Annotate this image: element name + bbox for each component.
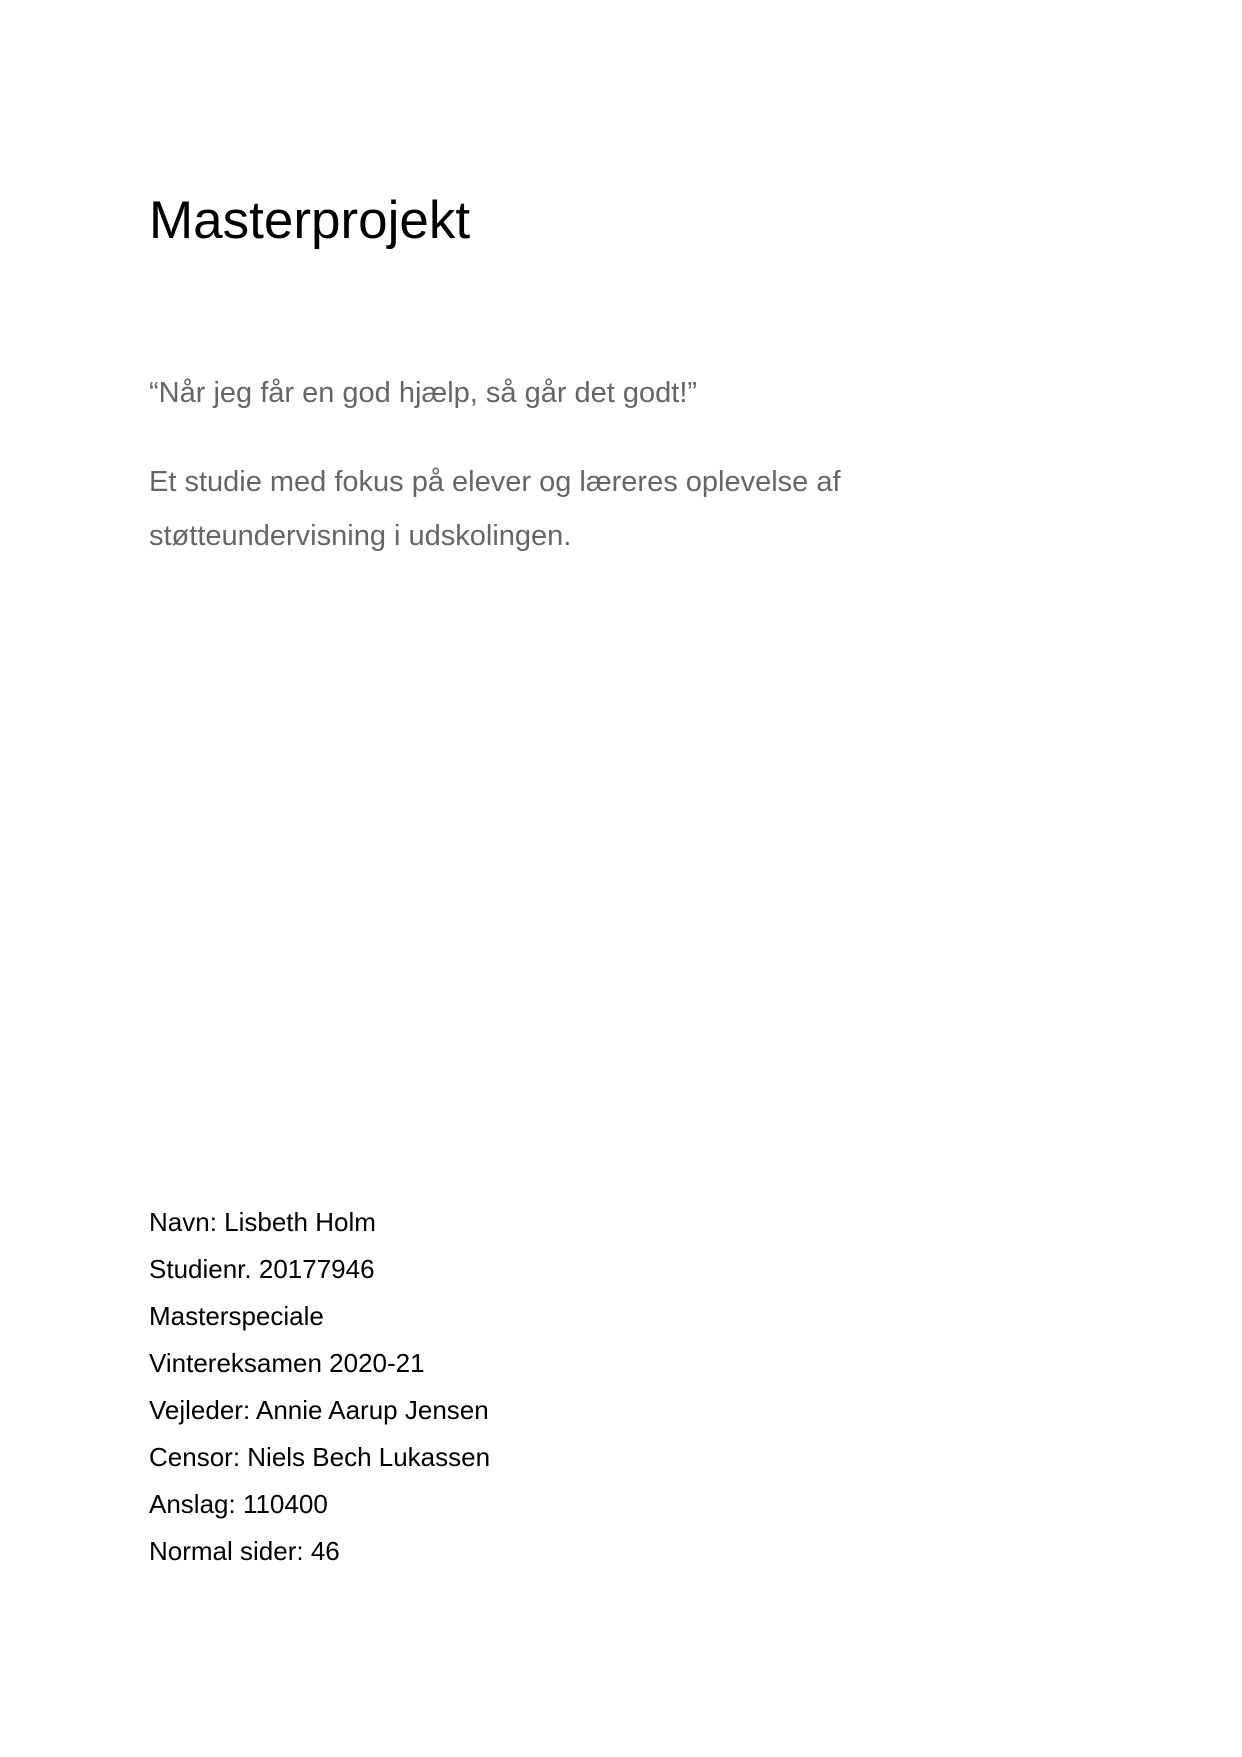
author-info-list — [149, 1199, 490, 1575]
page-title: Masterprojekt — [149, 191, 471, 250]
study-description-line-2: støtteundervisning i udskolingen. — [149, 520, 572, 552]
study-description — [149, 455, 1049, 563]
exam-term: Vintereksamen 2020-21 — [149, 1348, 425, 1378]
student-number: Studienr. 20177946 — [149, 1254, 375, 1284]
character-count: Anslag: 110400 — [149, 1489, 328, 1519]
author-name: Navn: Lisbeth Holm — [149, 1207, 376, 1237]
supervisor: Vejleder: Annie Aarup Jensen — [149, 1395, 489, 1425]
quote-subtitle: “Når jeg får en god hjælp, så går det godt!” — [149, 377, 698, 409]
study-description-line-1: Et studie med fokus på elever og læreres oplevelse af — [149, 466, 841, 498]
examiner: Censor: Niels Bech Lukassen — [149, 1442, 491, 1472]
thesis-type: Masterspeciale — [149, 1301, 324, 1331]
normal-pages: Normal sider: 46 — [149, 1536, 340, 1566]
